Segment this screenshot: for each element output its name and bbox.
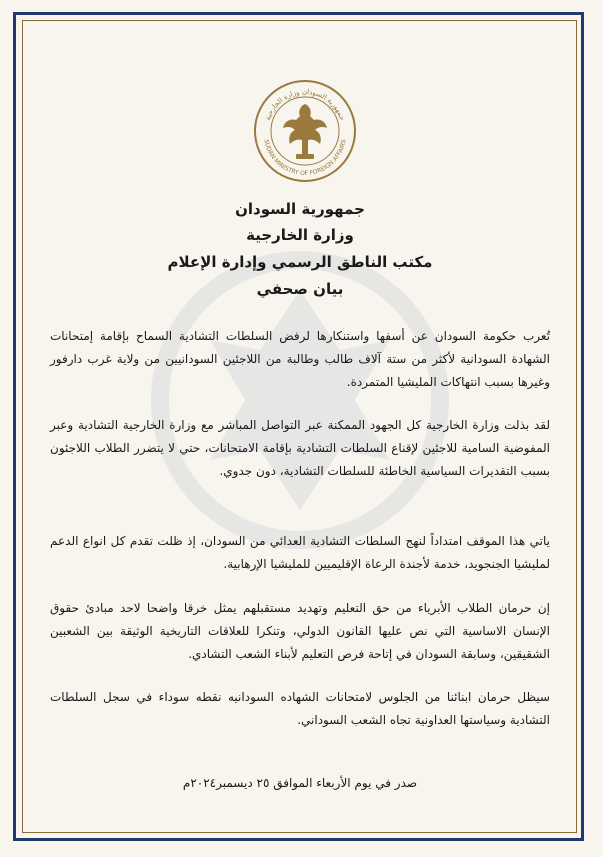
statement-paragraph-2: لقد بذلت وزارة الخارجية كل الجهود الممكنة عبر التواصل المباشر مع وزارة الخارجية التشادية وعبر المفوضية السامية للاجئين لإقناع السلطات التشادية بإقامة الامتحانات، حتي لا يتضرر الطلاب اللاجئون بسبب التقديرات السياسية الخاطئة للسلطات التشادية، دون جدوي. [50, 418, 550, 478]
statement-paragraph-1: تُعرب حكومة السودان عن أسفها واستنكارها لرفض السلطات التشادية السماح بإقامة إمتحانات الشهادة السودانية لأكثر من ستة آلاف طالب وطالبة من اللاجئين السودانيين من ولاية غرب دارفور وغيرها بسبب انتهاكات المليشيا المتمردة. [50, 329, 550, 389]
ministry-title: وزارة الخارجية [246, 226, 354, 244]
emblem-arabic-text: جمهورية السودان وزارة الخارجية [263, 87, 347, 122]
press-statement-title: بيان صحفي [256, 280, 344, 298]
republic-title: جمهورية السودان [235, 200, 365, 218]
issue-date: صدر في يوم الأربعاء الموافق ٢٥ ديسمبر٢٠٢٤م [182, 776, 418, 790]
ministry-emblem-logo [250, 76, 360, 186]
statement-paragraph-3: ياتي هذا الموقف امتداداً لنهج السلطات التشادية العدائي من السودان، إذ ظلت تقدم كل انواع الدعم لمليشيا الجنجويد، خدمة لأجندة الرعاة الإقليميين للمليشيا الإرهابية. [50, 534, 550, 571]
statement-paragraph-5: سيظل حرمان ابنائنا من الجلوس لامتحانات الشهاده السودانيه نقطه سوداء في سجل السلطات التشادية وسياستها العداونية تجاه الشعب السوداني. [50, 690, 550, 727]
secretary-bird-icon [283, 104, 327, 159]
office-title: مكتب الناطق الرسمي وإدارة الإعلام [167, 253, 433, 271]
statement-paragraph-4: إن حرمان الطلاب الأبرياء من حق التعليم وتهديد مستقبلهم يمثل خرقا واضحا لاحد مبادئ حقوق الإنسان الاساسية التي نص عليها القانون الدولي، وتنكرا للعلاقات التاريخية الوثيقة بين الشعبين الشقيقين، وسابقة السودان في إتاحة فرص التعليم لأبناء الشعب التشادي. [50, 601, 550, 661]
emblem-english-text: SUDAN MINISTRY OF FOREIGN AFFAIRS [262, 138, 348, 178]
